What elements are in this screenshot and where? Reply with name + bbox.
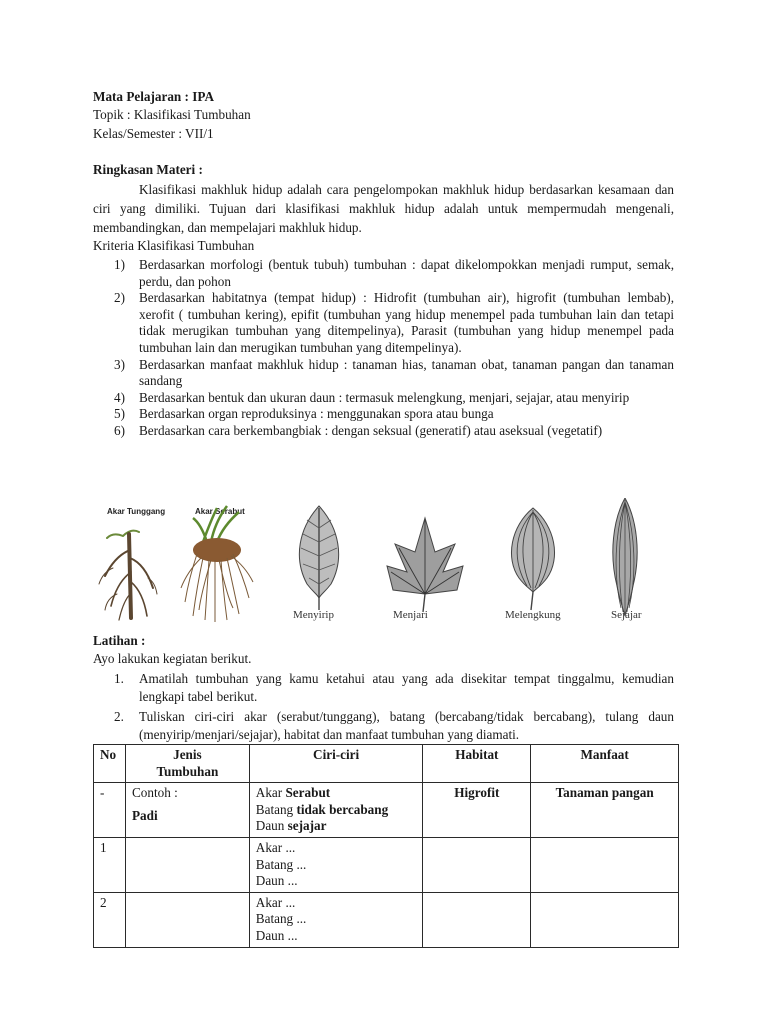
criteria-item: 4) Berdasarkan bentuk dan ukuran daun : termasuk melengkung, menjari, sejajar, atau menyirip [114, 389, 630, 405]
taproot-label: Akar Tunggang [107, 507, 166, 516]
taproot-picture [99, 531, 157, 620]
summary-heading: Ringkasan Materi : [93, 162, 203, 177]
example-habitat: Higrofit [423, 783, 531, 838]
example-characteristics-cell [249, 783, 423, 838]
example-no: - [94, 783, 126, 838]
class-line: Kelas/Semester : VII/1 [93, 126, 214, 141]
observation-table [93, 744, 679, 948]
curved-leaf-picture [511, 508, 554, 610]
example-benefit: Tanaman pangan [531, 783, 679, 838]
pinnate-leaf-picture [299, 506, 338, 610]
summary-paragraph: Klasifikasi makhluk hidup adalah cara pengelompokan makhluk hidup berdasarkan kesamaan dan ciri yang dimiliki. Tujuan dari klasifikasi makhluk hidup adalah untuk mempermudah mengenali, membandingkan, dan mempelajari makhluk hidup. [93, 182, 674, 235]
row-plant-cell[interactable] [125, 837, 249, 892]
fibrous-root-label: Akar Serabut [195, 507, 245, 516]
example-plant-name: Padi [131, 807, 158, 823]
criteria-item: 5) Berdasarkan organ reproduksinya : menggunakan spora atau bunga [114, 406, 494, 422]
header-habitat: Habitat [423, 745, 531, 783]
curved-caption: Melengkung [505, 609, 561, 621]
header-characteristics: Ciri-ciri [249, 745, 423, 783]
roots-and-leaves-illustration [93, 498, 675, 626]
row-habitat-cell[interactable] [423, 892, 531, 947]
topic-line: Topik : Klasifikasi Tumbuhan [93, 107, 251, 122]
header-benefit: Manfaat [531, 745, 679, 783]
row-benefit-cell[interactable] [531, 837, 679, 892]
row-no: 1 [94, 837, 126, 892]
table-header-row [94, 745, 679, 783]
criteria-item: 1) Berdasarkan morfologi (bentuk tubuh) tumbuhan : dapat dikelompokkan menjadi rumput, semak, perdu, dan pohon [114, 257, 674, 289]
row-benefit-cell[interactable] [531, 892, 679, 947]
fibrous-root-picture [181, 506, 253, 622]
row-habitat-cell[interactable] [423, 837, 531, 892]
example-root: Akar Serabut [255, 785, 331, 801]
subject-heading: Mata Pelajaran : IPA [93, 89, 214, 104]
task-item: 2. Tuliskan ciri-ciri akar (serabut/tunggang), batang (bercabang/tidak bercabang), tulang daun (menyirip/menjari/sejajar), habitat dan manfaat tumbuhan yang diamati. [114, 709, 674, 742]
header-plant-type: Jenis Tumbuhan [125, 745, 249, 783]
example-plant-cell [125, 783, 249, 838]
task-list [93, 670, 674, 746]
palmate-caption: Menjari [393, 609, 428, 621]
criteria-item: 6) Berdasarkan cara berkembangbiak : dengan seksual (generatif) atau aseksual (vegetatif) [114, 422, 603, 438]
criteria-item: 3) Berdasarkan manfaat makhluk hidup : tanaman hias, tanaman obat, tanaman pangan dan tanaman sandang [114, 356, 674, 389]
example-label: Contoh : [131, 785, 178, 801]
table-row-example [94, 783, 679, 838]
criteria-list [93, 257, 674, 440]
task-item: 1. Amatilah tumbuhan yang kamu ketahui atau yang ada disekitar tempat tinggalmu, kemudian lengkapi tabel berikut. [114, 671, 674, 704]
header-no: No [94, 745, 126, 783]
exercise-heading: Latihan : [93, 633, 146, 648]
row-no: 2 [94, 892, 126, 947]
table-row [94, 837, 679, 892]
row-plant-cell[interactable] [125, 892, 249, 947]
parallel-leaf-picture [613, 498, 637, 616]
table-row [94, 892, 679, 947]
pinnate-caption: Menyirip [293, 609, 334, 621]
row-characteristics-cell[interactable]: Akar ... Batang ... Daun ... [249, 892, 423, 947]
example-leaf: Daun sejajar [255, 818, 327, 834]
exercise-intro: Ayo lakukan kegiatan berikut. [93, 651, 252, 666]
criteria-heading: Kriteria Klasifikasi Tumbuhan [93, 238, 255, 253]
row-characteristics-cell[interactable]: Akar ... Batang ... Daun ... [249, 837, 423, 892]
criteria-item: 2) Berdasarkan habitatnya (tempat hidup) : Hidrofit (tumbuhan air), higrofit (tumbuhan lembab), xerofit ( tumbuhan kering), epifit (tumbuhan yang hidup menempel pada tumbuhan lain dan tetapi tidak merugikan tumbuhan yang ditempelinya), Parasit (tumbuhan yang hidup menempel pada tumbuhan lain dan merugikan tumbuhan yang ditempelinya). [114, 290, 674, 355]
palmate-leaf-picture [387, 518, 463, 612]
parallel-caption: Sejajar [611, 609, 642, 621]
example-stem: Batang tidak bercabang [255, 801, 389, 817]
